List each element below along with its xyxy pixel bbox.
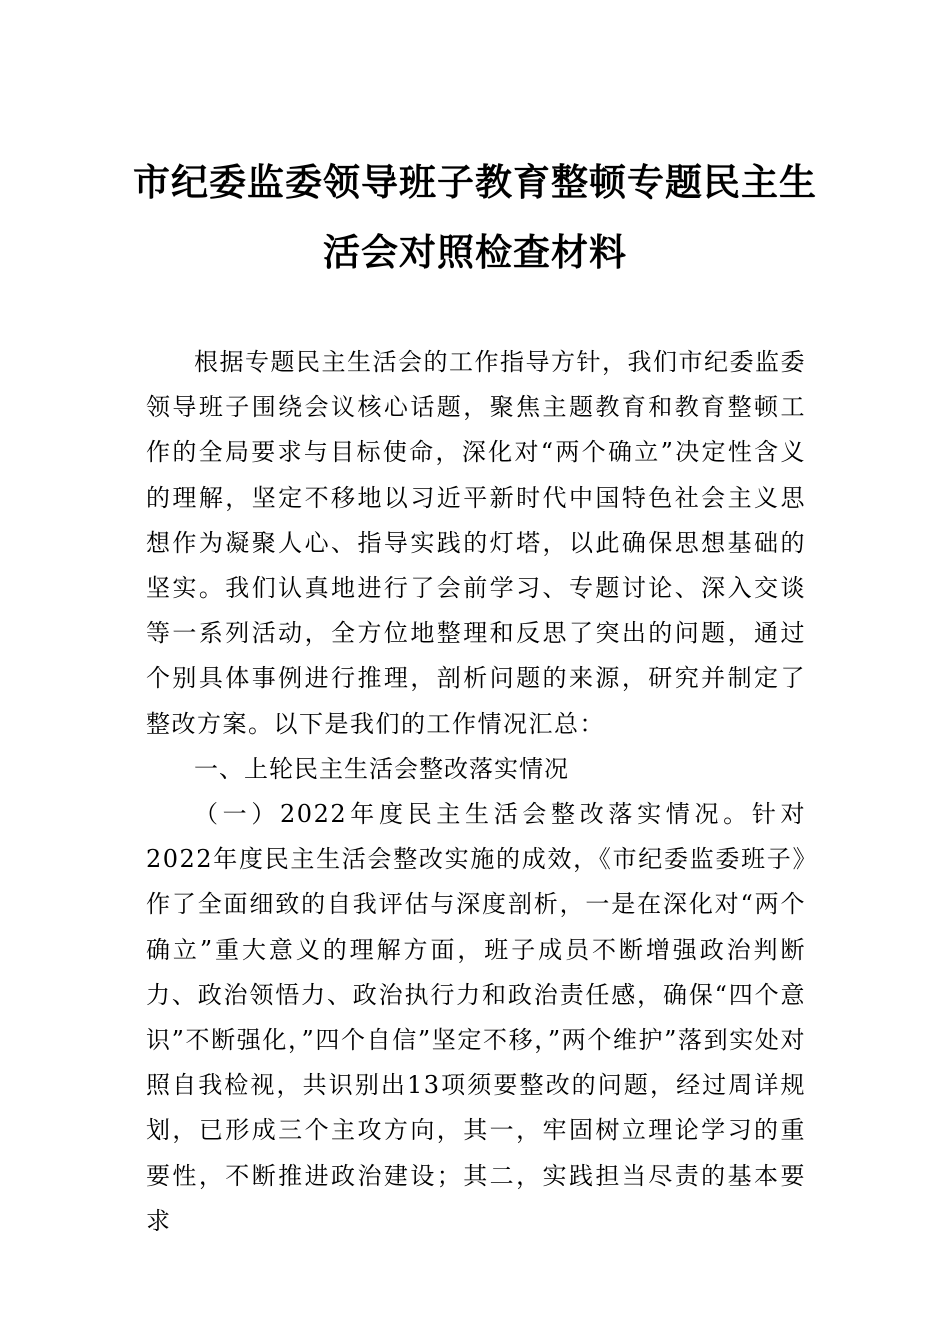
document-body [146, 340, 806, 1244]
document-title-line-1: 市纪委监委领导班子教育整顿专题民主生 [133, 160, 817, 204]
subsection-paragraph: （一）2022年度民主生活会整改落实情况。针对2022年度民主生活会整改实施的成效，《市纪委监委班子》作了全面细致的自我评估与深度剖析，一是在深化对“两个确立”重大意义的理解方面，班子成员不断增强政治判断力、政治领悟力、政治执行力和政治责任感，确保“四个意识”不断强化，”四个自信”坚定不移，”两个维护”落到实处对照自我检视，共识别出13项须要整改的问题，经过周详规划，已形成三个主攻方向，其一，牢固树立理论学习的重要性，不断推进政治建设；其二，实践担当尽责的基本要求 [146, 800, 806, 1235]
document-title-line-2: 活会对照检查材料 [323, 230, 627, 274]
intro-paragraph: 根据专题民主生活会的工作指导方针，我们市纪委监委领导班子围绕会议核心话题，聚焦主题教育和教育整顿工作的全局要求与目标使命，深化对“两个确立”决定性含义的理解，坚定不移地以习近平新时代中国特色社会主义思想作为凝聚人心、指导实践的灯塔，以此确保思想基础的坚实。我们认真地进行了会前学习、专题讨论、深入交谈等一系列活动，全方位地整理和反思了突出的问题，通过个别具体事例进行推理，剖析问题的来源，研究并制定了整改方案。以下是我们的工作情况汇总： [146, 348, 806, 738]
section-heading: 一、上轮民主生活会整改落实情况 [194, 754, 569, 783]
